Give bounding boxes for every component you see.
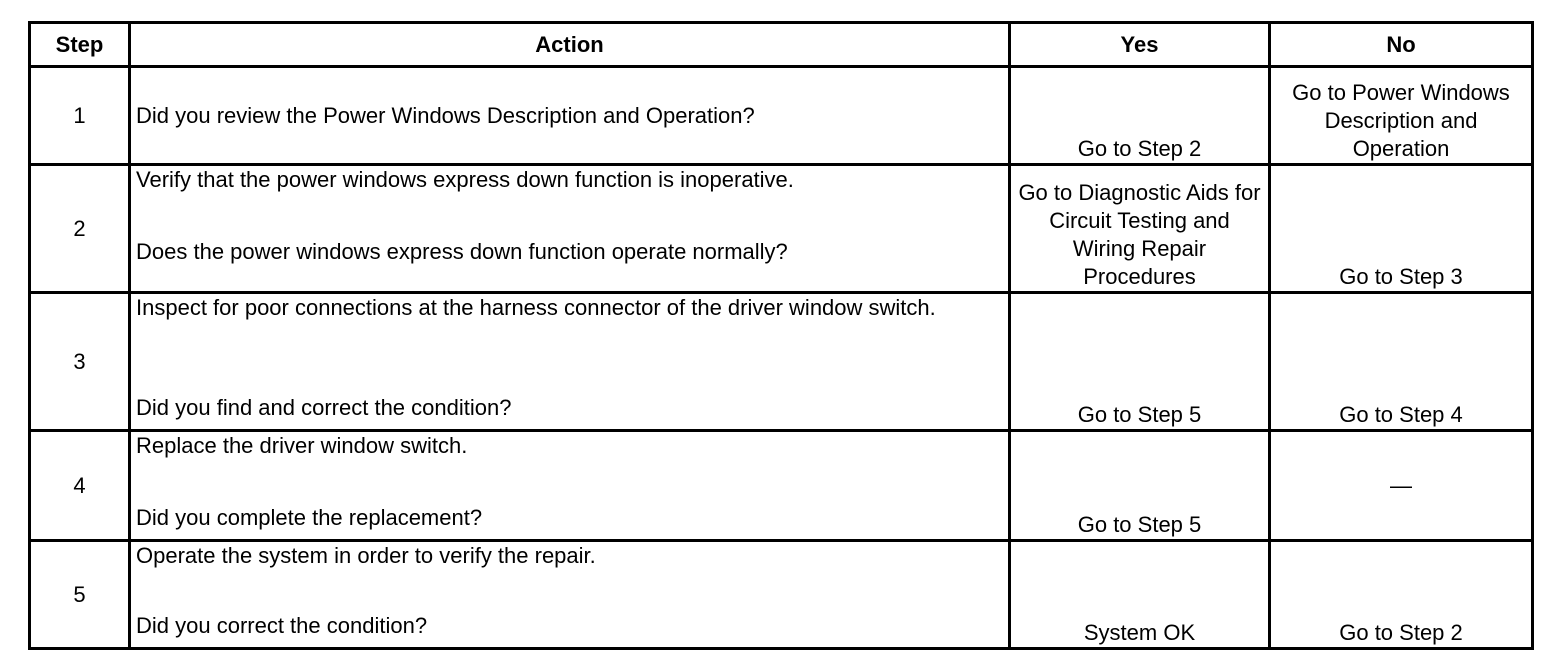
no-result-dash: — (1390, 472, 1412, 498)
action-question: Did you review the Power Windows Description and Operation? (136, 102, 755, 128)
table-row (30, 67, 1533, 165)
table-row (30, 165, 1533, 293)
action-instruction: Verify that the power windows express down function is inoperative. (136, 167, 794, 192)
step-number: 1 (30, 67, 130, 165)
action-instruction: Operate the system in order to verify the repair. (136, 543, 596, 568)
table-body (30, 67, 1533, 649)
action-cell (130, 541, 1010, 649)
action-question: Did you complete the replacement? (136, 505, 483, 530)
step-number: 4 (30, 431, 130, 541)
yes-result: System OK (1010, 541, 1270, 649)
yes-result: Go to Step 5 (1010, 293, 1270, 431)
action-cell (130, 431, 1010, 541)
table-row (30, 293, 1533, 431)
step-number: 5 (30, 541, 130, 649)
yes-result: Go to Diagnostic Aids for Circuit Testing and Wiring Repair Procedures (1010, 165, 1270, 293)
step-number: 3 (30, 293, 130, 431)
no-result (1270, 431, 1533, 541)
action-question: Does the power windows express down function operate normally? (136, 239, 788, 264)
table-row (30, 541, 1533, 649)
action-cell (130, 293, 1010, 431)
no-result: Go to Power Windows Description and Operation (1270, 67, 1533, 165)
header-step: Step (30, 23, 130, 67)
action-instruction: Replace the driver window switch. (136, 433, 468, 458)
action-cell (130, 165, 1010, 293)
action-instruction: Inspect for poor connections at the harness connector of the driver window switch. (136, 295, 936, 320)
header-row (30, 23, 1533, 67)
action-question: Did you correct the condition? (136, 613, 428, 638)
no-result: Go to Step 2 (1270, 541, 1533, 649)
diagnostic-table (28, 21, 1534, 650)
no-result: Go to Step 4 (1270, 293, 1533, 431)
action-question: Did you find and correct the condition? (136, 395, 512, 420)
table-row (30, 431, 1533, 541)
yes-result: Go to Step 5 (1010, 431, 1270, 541)
header-yes: Yes (1010, 23, 1270, 67)
header-no: No (1270, 23, 1533, 67)
step-number: 2 (30, 165, 130, 293)
no-result: Go to Step 3 (1270, 165, 1533, 293)
action-cell (130, 67, 1010, 165)
yes-result: Go to Step 2 (1010, 67, 1270, 165)
header-action: Action (130, 23, 1010, 67)
table-header (30, 23, 1533, 67)
